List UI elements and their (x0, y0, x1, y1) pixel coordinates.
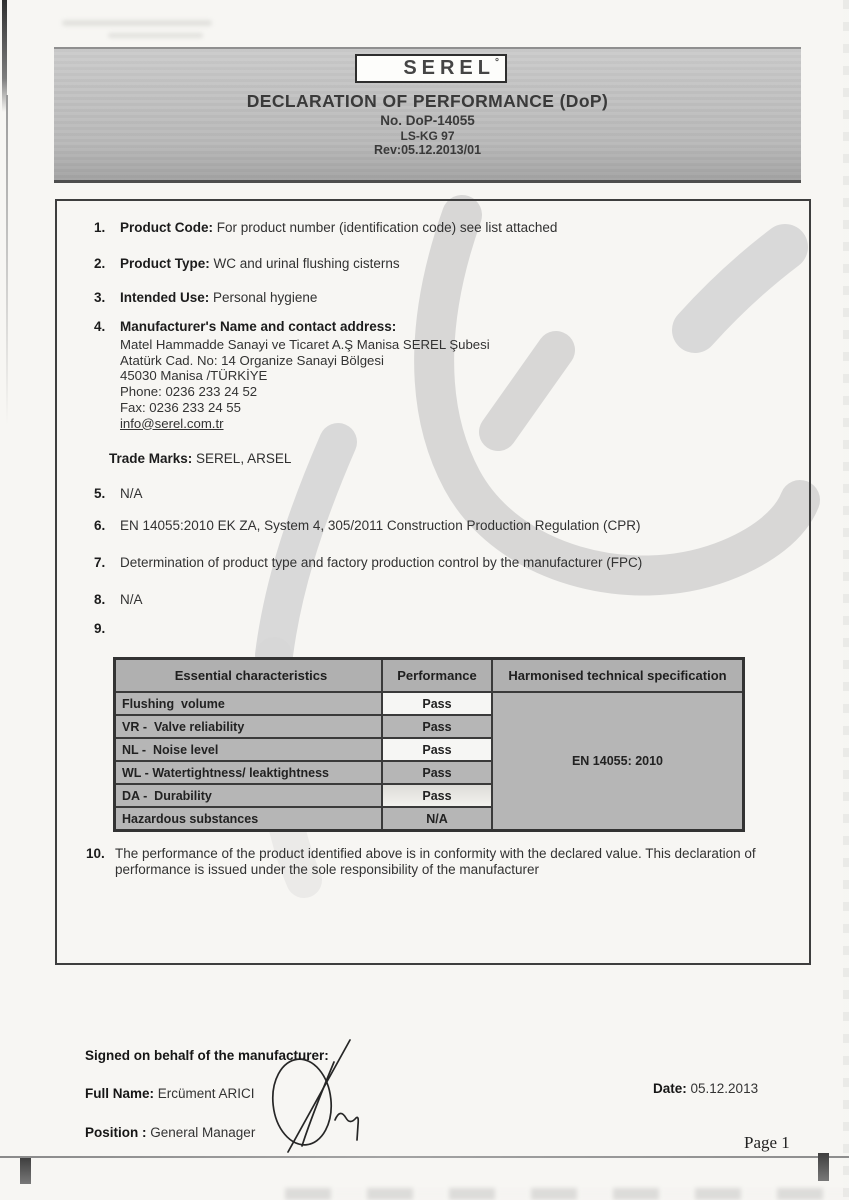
characteristic-cell: NL - Noise level (115, 738, 383, 761)
address-line: Atatürk Cad. No: 14 Organize Sanayi Bölgesi (120, 352, 384, 368)
item-4-manufacturer (94, 319, 396, 335)
address-line: Phone: 0236 233 24 52 (120, 384, 258, 400)
characteristic-cell: DA - Durability (115, 784, 383, 807)
scan-right-noise (843, 0, 849, 1200)
serel-logo (355, 54, 507, 83)
item-number: 8. (94, 592, 106, 607)
table-row (115, 692, 744, 715)
position-row: Position : General Manager (85, 1125, 256, 1140)
table-header-row (115, 659, 744, 693)
spec-cell: EN 14055: 2010 (492, 692, 744, 831)
performance-cell: Pass (382, 738, 492, 761)
binding-mark-right (818, 1153, 829, 1181)
address-line: 45030 Manisa /TÜRKİYE (120, 368, 268, 384)
performance-cell: Pass (382, 692, 492, 715)
item-2-product-type (94, 256, 400, 272)
item-text: WC and urinal flushing cisterns (213, 256, 400, 271)
trade-marks-value: SEREL, ARSEL (196, 451, 292, 466)
column-header-performance: Performance (382, 659, 492, 693)
item-number: 9. (94, 621, 106, 636)
column-header-spec: Harmonised technical specification (492, 659, 744, 693)
document-revision: Rev:05.12.2013/01 (373, 143, 482, 157)
item-7-fpc (94, 555, 642, 571)
date-value: 05.12.2013 (690, 1081, 759, 1096)
signed-on-behalf-label: Signed on behalf of the manufacturer: (85, 1048, 329, 1063)
performance-cell: Pass (382, 761, 492, 784)
performance-table (113, 657, 745, 832)
serel-logo-text: SEREL (403, 57, 495, 79)
item-text: EN 14055:2010 EK ZA, System 4, 305/2011 Construction Production Regulation (CPR) (120, 518, 641, 533)
footer-rule (0, 1156, 849, 1158)
item-6-standard (94, 518, 641, 534)
item-label: Manufacturer's Name and contact address: (120, 319, 397, 334)
item-label: Intended Use: (120, 290, 214, 305)
full-name-value: Ercüment ARICI (157, 1086, 255, 1101)
handwritten-signature (262, 1036, 377, 1156)
column-header-characteristics: Essential characteristics (115, 659, 383, 693)
item-text: N/A (120, 592, 143, 607)
item-8 (94, 592, 143, 608)
address-line: Fax: 0236 233 24 55 (120, 399, 241, 415)
item-text: N/A (120, 486, 143, 501)
page-number: Page 1 (744, 1133, 790, 1152)
address-line: Matel Hammadde Sanayi ve Ticaret A.Ş Manisa SEREL Şubesi (120, 337, 490, 352)
document-number: No. DoP-14055 (380, 113, 475, 128)
scan-bottom-noise (285, 1188, 849, 1200)
item-10-conformity (86, 846, 783, 878)
item-3-intended-use (94, 290, 317, 306)
item-label: Product Type: (120, 256, 214, 271)
item-number: 10. (86, 846, 105, 861)
item-text: Personal hygiene (213, 290, 318, 305)
item-number: 6. (94, 518, 106, 533)
manufacturer-address (120, 337, 490, 431)
item-text: For product number (identification code) see list attached (216, 220, 558, 235)
item-number: 7. (94, 555, 106, 570)
item-label: Product Code: (120, 220, 217, 235)
performance-cell: Pass (382, 715, 492, 738)
scan-smudge (62, 20, 212, 26)
item-9 (94, 621, 120, 637)
characteristic-cell: VR - Valve reliability (115, 715, 383, 738)
trade-marks-label: Trade Marks: (109, 451, 197, 466)
registered-mark-icon: ° (495, 57, 499, 68)
item-number: 4. (94, 319, 106, 334)
email-link[interactable]: info@serel.com.tr (120, 415, 224, 431)
performance-cell: N/A (382, 807, 492, 831)
position-value: General Manager (150, 1125, 256, 1140)
document-title: DECLARATION OF PERFORMANCE (DoP) (246, 91, 609, 111)
characteristic-cell: Flushing volume (115, 692, 383, 715)
characteristic-cell: WL - Watertightness/ leaktightness (115, 761, 383, 784)
binding-mark-left (20, 1158, 31, 1184)
full-name-row: Full Name: Ercüment ARICI (85, 1086, 255, 1101)
item-number: 5. (94, 486, 106, 501)
item-5 (94, 486, 143, 502)
trade-marks (109, 451, 291, 466)
item-number: 2. (94, 256, 106, 271)
item-text: The performance of the product identified above is in conformity with the declared value. This declaration of performance is issued under the sole responsibility of the manufacturer (115, 846, 760, 877)
characteristic-cell: Hazardous substances (115, 807, 383, 831)
item-1-product-code (94, 220, 557, 236)
scan-edge-line (6, 95, 8, 425)
item-number: 1. (94, 220, 106, 235)
date-row: Date: 05.12.2013 (653, 1081, 759, 1096)
item-text: Determination of product type and factory production control by the manufacturer (FPC) (120, 555, 643, 570)
performance-cell: Pass (382, 784, 492, 807)
document-code: LS-KG 97 (400, 129, 455, 143)
item-number: 3. (94, 290, 106, 305)
scan-smudge (108, 33, 203, 38)
